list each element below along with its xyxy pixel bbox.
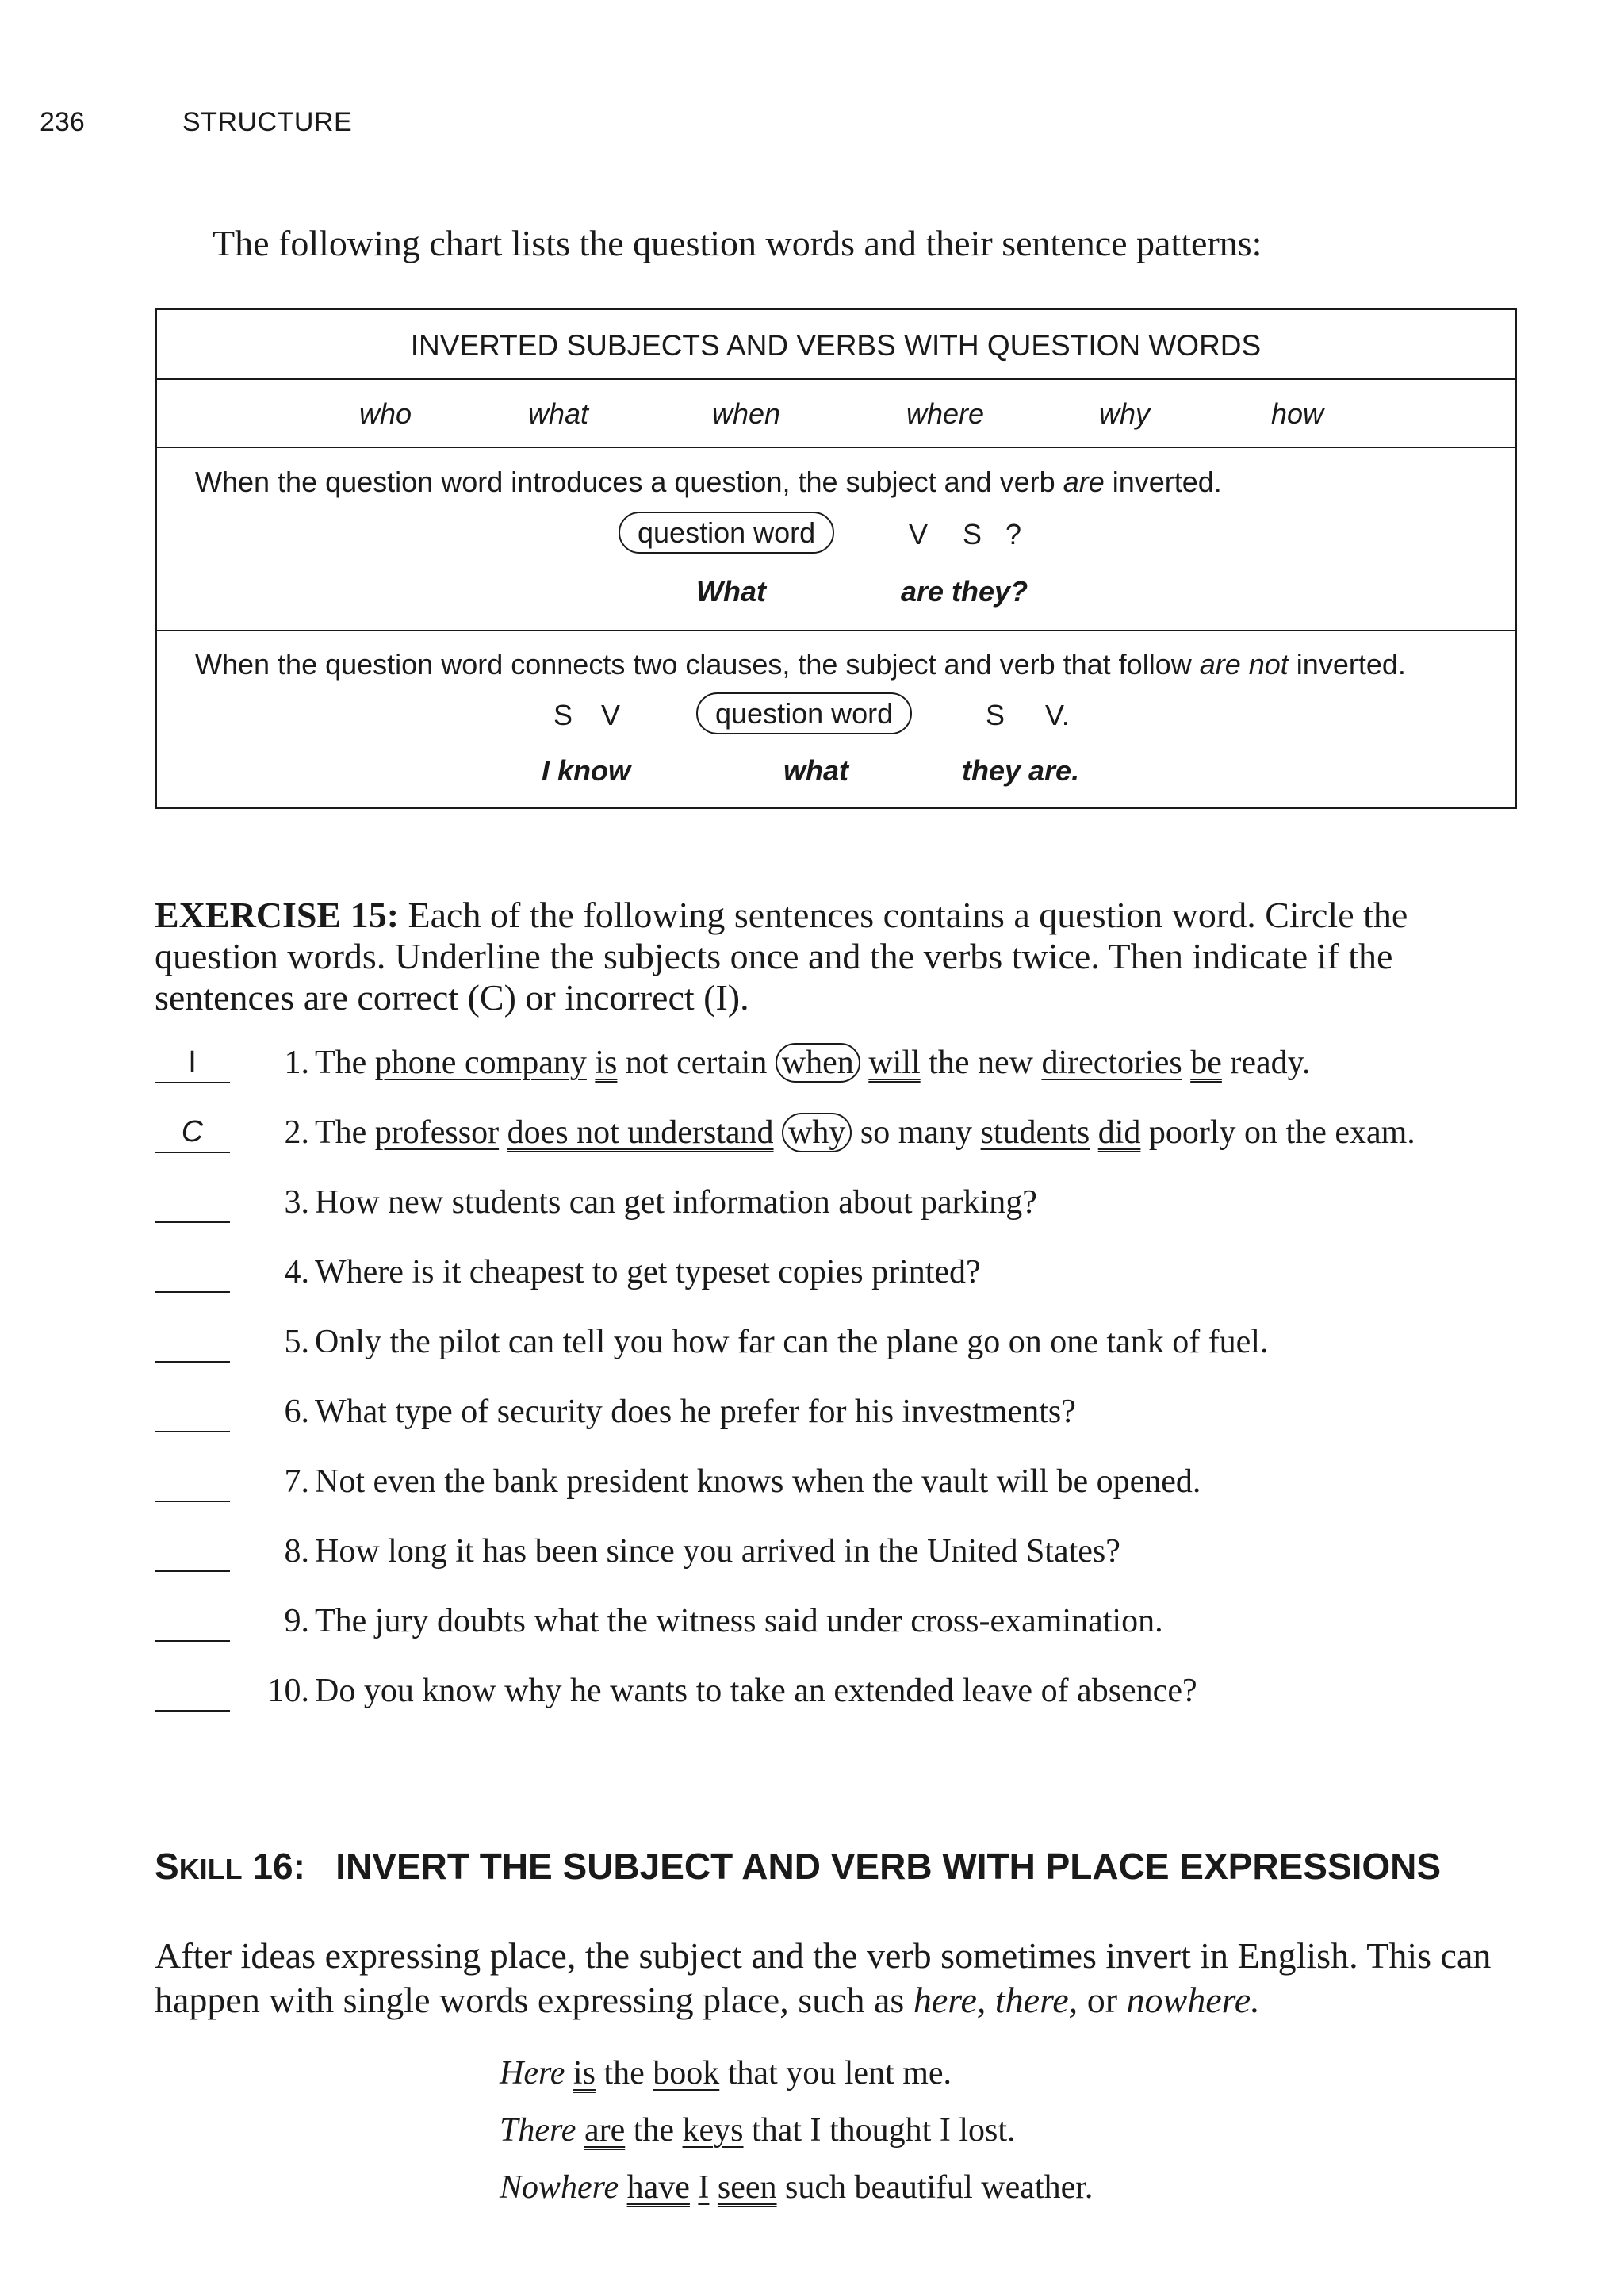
- item-number: 10.: [267, 1673, 309, 1709]
- item-sentence: The professor does not understand why so many students did poorly on the exam.: [315, 1114, 1415, 1151]
- chart-intro: The following chart lists the question words and their sentence patterns:: [213, 223, 1262, 263]
- verb: is: [573, 2055, 596, 2092]
- item-sentence: Do you know why he wants to take an extended leave of absence?: [315, 1673, 1197, 1709]
- answer-blank[interactable]: I: [155, 1044, 230, 1083]
- item-sentence: How new students can get information about parking?: [315, 1184, 1037, 1221]
- pattern-verb: V: [909, 518, 929, 550]
- skill-heading: [155, 1845, 1441, 1888]
- exercise-item: [155, 1253, 1534, 1301]
- verb: are: [584, 2112, 626, 2149]
- question-word-circled: when: [776, 1043, 860, 1083]
- subject: professor: [374, 1114, 500, 1151]
- exercise-item: [155, 1044, 1534, 1091]
- pattern-subject: S: [986, 699, 1005, 731]
- example-what: What: [696, 575, 766, 608]
- answer-blank[interactable]: [155, 1463, 230, 1502]
- question-word: what: [528, 397, 589, 430]
- verb: be: [1190, 1045, 1222, 1081]
- item-number: 3.: [284, 1184, 309, 1221]
- question-word: when: [712, 397, 781, 430]
- chart-divider: [157, 630, 1515, 631]
- pattern-subject: S: [963, 518, 982, 550]
- item-number: 4.: [284, 1254, 309, 1290]
- answer-blank[interactable]: [155, 1672, 230, 1712]
- subject: book: [653, 2055, 720, 2092]
- place-example: Here is the book that you lent me.: [500, 2055, 952, 2092]
- exercise-item: [155, 1602, 1534, 1650]
- verb: does not understand: [507, 1114, 774, 1151]
- answer-blank[interactable]: [155, 1183, 230, 1223]
- exercise-item: [155, 1114, 1534, 1161]
- subject: directories: [1041, 1045, 1182, 1081]
- answer-blank[interactable]: [155, 1323, 230, 1363]
- place-example: There are the keys that I thought I lost.: [500, 2112, 1016, 2149]
- subject: keys: [682, 2112, 744, 2149]
- item-sentence: The phone company is not certain when will the new directories be ready.: [315, 1045, 1311, 1081]
- pattern-verb: V.: [1045, 699, 1070, 731]
- skill-label: SKILL 16:: [155, 1846, 305, 1887]
- verb: did: [1097, 1114, 1141, 1151]
- subject: students: [980, 1114, 1090, 1151]
- item-sentence: Where is it cheapest to get typeset copies printed?: [315, 1254, 981, 1290]
- item-sentence: Not even the bank president knows when the vault will be opened.: [315, 1463, 1201, 1500]
- answer-blank[interactable]: [155, 1602, 230, 1642]
- skill-paragraph: After ideas expressing place, the subject and the verb sometimes invert in English. This can happen with single words expressing place, such as here, there, or nowhere.: [155, 1935, 1492, 2020]
- exercise-item: [155, 1183, 1534, 1231]
- subject: I: [698, 2169, 710, 2206]
- exercise-item: [155, 1532, 1534, 1580]
- item-number: 9.: [284, 1603, 309, 1639]
- example-i-know: I know: [542, 754, 631, 787]
- question-word-circled: why: [782, 1113, 852, 1152]
- answer-blank[interactable]: [155, 1532, 230, 1572]
- example-what: what: [783, 754, 849, 787]
- item-number: 6.: [284, 1394, 309, 1430]
- chart-divider: [157, 378, 1515, 380]
- item-number: 7.: [284, 1463, 309, 1500]
- pattern-question-word-oval: question word: [619, 516, 834, 550]
- verb: seen: [717, 2169, 777, 2206]
- item-number: 1.: [284, 1045, 309, 1081]
- item-sentence: What type of security does he prefer for his investments?: [315, 1394, 1076, 1430]
- exercise-instructions: EXERCISE 15: Each of the following sentences contains a question word. Circle the question words. Underline the subjects once and the verbs twice. Then indicate if the sentences are correct (C) or incorrect (I).: [155, 895, 1408, 1018]
- answer-blank[interactable]: C: [155, 1114, 230, 1153]
- item-sentence: The jury doubts what the witness said under cross-examination.: [315, 1603, 1163, 1639]
- rule-not-inverted: When the question word connects two clauses, the subject and verb that follow are not inverted.: [195, 648, 1406, 681]
- place-example: Nowhere have I seen such beautiful weather.: [500, 2169, 1094, 2206]
- exercise-label: EXERCISE 15:: [155, 895, 400, 935]
- pattern-subject: S: [553, 699, 573, 731]
- verb: is: [595, 1045, 618, 1081]
- item-sentence: Only the pilot can tell you how far can the plane go on one tank of fuel.: [315, 1324, 1269, 1360]
- page-number: 236: [40, 107, 85, 137]
- answer-blank[interactable]: [155, 1393, 230, 1432]
- pattern-verb: V: [601, 699, 621, 731]
- pattern-question-mark: ?: [1005, 518, 1022, 550]
- exercise-item: [155, 1463, 1534, 1510]
- exercise-item: [155, 1323, 1534, 1371]
- item-number: 2.: [284, 1114, 309, 1151]
- question-word: how: [1271, 397, 1324, 430]
- question-word-list: [157, 397, 1515, 429]
- question-words-chart: [155, 308, 1517, 809]
- subject: phone company: [374, 1045, 587, 1081]
- rule-inverted: When the question word introduces a question, the subject and verb are inverted.: [195, 466, 1222, 498]
- question-word: why: [1099, 397, 1151, 430]
- chart-title: INVERTED SUBJECTS AND VERBS WITH QUESTION WORDS: [410, 329, 1262, 362]
- item-number: 5.: [284, 1324, 309, 1360]
- example-are-they: are they?: [901, 575, 1028, 608]
- answer-blank[interactable]: [155, 1253, 230, 1293]
- chart-divider: [157, 447, 1515, 448]
- verb: have: [626, 2169, 690, 2206]
- question-word: who: [359, 397, 412, 430]
- pattern-question-word-oval: question word: [696, 697, 912, 730]
- running-head: STRUCTURE: [182, 107, 353, 137]
- question-word: where: [906, 397, 985, 430]
- verb: will: [868, 1045, 921, 1081]
- exercise-item: [155, 1393, 1534, 1440]
- example-they-are: they are.: [962, 754, 1080, 787]
- item-number: 8.: [284, 1533, 309, 1570]
- item-sentence: How long it has been since you arrived in the United States?: [315, 1533, 1120, 1570]
- exercise-item: [155, 1672, 1534, 1720]
- skill-title: INVERT THE SUBJECT AND VERB WITH PLACE EXPRESSIONS: [335, 1846, 1442, 1887]
